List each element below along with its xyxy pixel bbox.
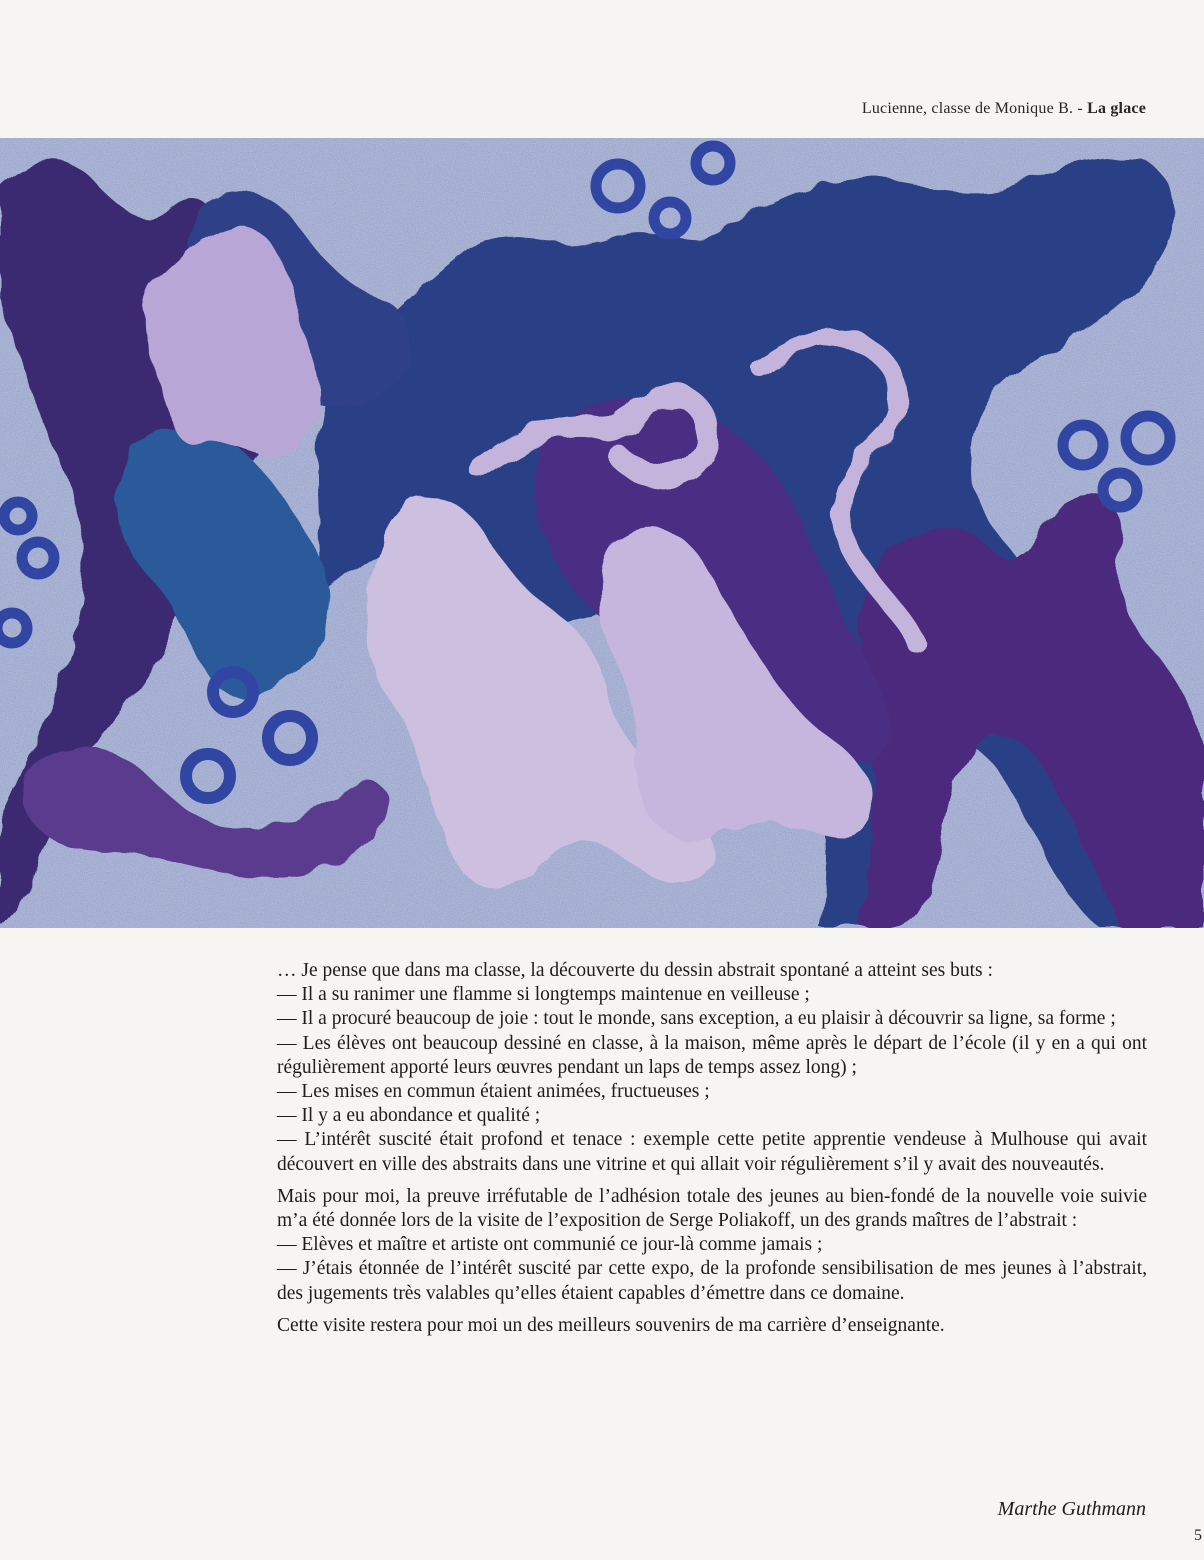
paragraph-item: — Il a procuré beaucoup de joie : tout le monde, sans exception, a eu plaisir à découvrir sa ligne, sa forme ;	[277, 1008, 1116, 1030]
paragraph-item: — J’étais étonnée de l’intérêt suscité par cette expo, de la profonde sensibilisation de mes jeunes à l’abstrait, des jugements très valables qu’elles étaient capables d’émettre dans ce domaine.	[277, 1258, 1147, 1304]
paragraph-main: Mais pour moi, la preuve irréfutable de l’adhésion totale des jeunes au bien-fondé de la nouvelle voie suivie m’a été donnée lors de la visite de l’exposition de Serge Poliakoff, un des grands maîtres de l’abstrait :	[277, 1185, 1147, 1232]
caption-title: La glace	[1087, 100, 1146, 117]
artwork-illustration	[0, 138, 1204, 928]
paragraph-item: — Les mises en commun étaient animées, fructueuses ;	[277, 1081, 710, 1103]
paragraph-closing: Cette visite restera pour moi un des meilleurs souvenirs de ma carrière d’enseignante.	[277, 1314, 945, 1336]
image-caption	[862, 100, 1146, 118]
page-number: 5	[1194, 1527, 1202, 1544]
paragraph-item: — L’intérêt suscité était profond et tenace : exemple cette petite apprentie vendeuse à Mulhouse qui avait découvert en ville des abstraits dans une vitrine et qui allait voir régulièrement s’il y avait des nouveautés.	[277, 1129, 1147, 1175]
paragraph-item: — Les élèves ont beaucoup dessiné en classe, à la maison, même après le départ de l’école (il y en a qui ont régulièrement apporté leurs œuvres pendant un laps de temps assez long) ;	[277, 1032, 1147, 1078]
caption-author: Lucienne, classe de Monique B. -	[861, 100, 1088, 117]
author-signature: Marthe Guthmann	[997, 1498, 1146, 1520]
abstract-drawing	[0, 138, 1204, 928]
paragraph-intro: … Je pense que dans ma classe, la découverte du dessin abstrait spontané a atteint ses buts :	[277, 960, 993, 981]
paragraph-item: — Il y a eu abondance et qualité ;	[277, 1105, 541, 1127]
article-body	[277, 959, 1147, 1338]
paragraph-item: — Elèves et maître et artiste ont communié ce jour-là comme jamais ;	[277, 1234, 823, 1256]
paragraph-item: — Il a su ranimer une flamme si longtemps maintenue en veilleuse ;	[277, 984, 810, 1006]
